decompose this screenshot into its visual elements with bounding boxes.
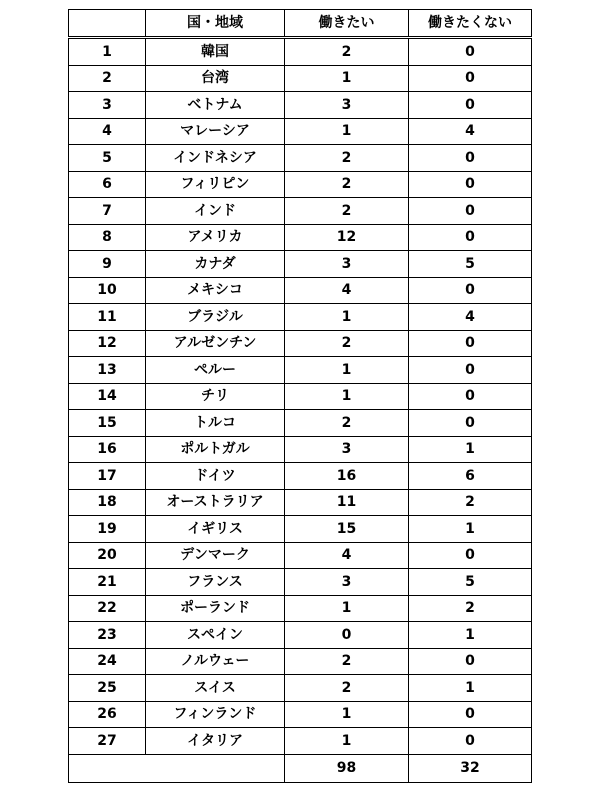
row-number: 17 xyxy=(69,463,146,490)
table-row xyxy=(69,463,532,490)
row-number: 1 xyxy=(69,38,146,66)
table-row xyxy=(69,728,532,755)
table-row xyxy=(69,383,532,410)
row-not-want-to-work: 0 xyxy=(409,65,532,92)
row-want-to-work: 2 xyxy=(285,410,409,437)
row-number: 10 xyxy=(69,277,146,304)
country-preference-table xyxy=(68,9,532,783)
row-country: スイス xyxy=(146,675,285,702)
row-country: ポルトガル xyxy=(146,436,285,463)
row-not-want-to-work: 4 xyxy=(409,118,532,145)
row-country: アメリカ xyxy=(146,224,285,251)
row-number: 16 xyxy=(69,436,146,463)
row-number: 23 xyxy=(69,622,146,649)
row-country: デンマーク xyxy=(146,542,285,569)
row-want-to-work: 12 xyxy=(285,224,409,251)
row-not-want-to-work: 0 xyxy=(409,277,532,304)
table-row xyxy=(69,569,532,596)
row-not-want-to-work: 0 xyxy=(409,701,532,728)
row-country: メキシコ xyxy=(146,277,285,304)
row-country: チリ xyxy=(146,383,285,410)
table-row xyxy=(69,65,532,92)
row-country: ノルウェー xyxy=(146,648,285,675)
row-number: 25 xyxy=(69,675,146,702)
row-want-to-work: 4 xyxy=(285,542,409,569)
row-number: 27 xyxy=(69,728,146,755)
row-not-want-to-work: 5 xyxy=(409,569,532,596)
row-want-to-work: 4 xyxy=(285,277,409,304)
table-row xyxy=(69,357,532,384)
row-number: 24 xyxy=(69,648,146,675)
row-number: 2 xyxy=(69,65,146,92)
row-country: ドイツ xyxy=(146,463,285,490)
row-not-want-to-work: 0 xyxy=(409,330,532,357)
table-row xyxy=(69,595,532,622)
row-want-to-work: 2 xyxy=(285,198,409,225)
table-row xyxy=(69,145,532,172)
table-row xyxy=(69,622,532,649)
row-not-want-to-work: 1 xyxy=(409,436,532,463)
row-country: カナダ xyxy=(146,251,285,278)
row-not-want-to-work: 0 xyxy=(409,224,532,251)
row-number: 3 xyxy=(69,92,146,119)
row-not-want-to-work: 0 xyxy=(409,92,532,119)
row-want-to-work: 0 xyxy=(285,622,409,649)
row-not-want-to-work: 0 xyxy=(409,383,532,410)
row-not-want-to-work: 2 xyxy=(409,595,532,622)
row-number: 8 xyxy=(69,224,146,251)
table-row xyxy=(69,489,532,516)
row-want-to-work: 11 xyxy=(285,489,409,516)
row-number: 21 xyxy=(69,569,146,596)
row-not-want-to-work: 0 xyxy=(409,410,532,437)
table-row xyxy=(69,277,532,304)
row-country: アルゼンチン xyxy=(146,330,285,357)
row-want-to-work: 2 xyxy=(285,145,409,172)
row-not-want-to-work: 0 xyxy=(409,542,532,569)
row-country: スペイン xyxy=(146,622,285,649)
row-not-want-to-work: 0 xyxy=(409,145,532,172)
table-row xyxy=(69,92,532,119)
table-row xyxy=(69,38,532,66)
row-want-to-work: 16 xyxy=(285,463,409,490)
row-number: 26 xyxy=(69,701,146,728)
row-want-to-work: 1 xyxy=(285,65,409,92)
row-number: 14 xyxy=(69,383,146,410)
row-country: インドネシア xyxy=(146,145,285,172)
table-row xyxy=(69,516,532,543)
table-row xyxy=(69,330,532,357)
row-want-to-work: 2 xyxy=(285,330,409,357)
row-want-to-work: 3 xyxy=(285,569,409,596)
row-want-to-work: 2 xyxy=(285,171,409,198)
row-not-want-to-work: 5 xyxy=(409,251,532,278)
row-country: イタリア xyxy=(146,728,285,755)
table-row xyxy=(69,171,532,198)
row-number: 4 xyxy=(69,118,146,145)
row-not-want-to-work: 0 xyxy=(409,728,532,755)
row-not-want-to-work: 6 xyxy=(409,463,532,490)
row-want-to-work: 1 xyxy=(285,304,409,331)
row-not-want-to-work: 0 xyxy=(409,357,532,384)
row-not-want-to-work: 0 xyxy=(409,198,532,225)
row-want-to-work: 1 xyxy=(285,728,409,755)
row-want-to-work: 2 xyxy=(285,648,409,675)
table-row xyxy=(69,701,532,728)
header-index xyxy=(69,10,146,38)
table-body xyxy=(69,38,532,755)
totals-label xyxy=(69,754,285,782)
table-row xyxy=(69,436,532,463)
row-number: 19 xyxy=(69,516,146,543)
row-country: 台湾 xyxy=(146,65,285,92)
row-country: オーストラリア xyxy=(146,489,285,516)
row-number: 18 xyxy=(69,489,146,516)
row-country: ペルー xyxy=(146,357,285,384)
table-row xyxy=(69,198,532,225)
table-row xyxy=(69,675,532,702)
row-country: インド xyxy=(146,198,285,225)
row-want-to-work: 3 xyxy=(285,92,409,119)
row-number: 22 xyxy=(69,595,146,622)
table-header xyxy=(69,10,532,38)
table-row xyxy=(69,648,532,675)
row-number: 12 xyxy=(69,330,146,357)
row-not-want-to-work: 1 xyxy=(409,516,532,543)
row-not-want-to-work: 2 xyxy=(409,489,532,516)
row-not-want-to-work: 1 xyxy=(409,675,532,702)
total-not-want-to-work: 32 xyxy=(409,754,532,782)
row-country: マレーシア xyxy=(146,118,285,145)
row-want-to-work: 2 xyxy=(285,675,409,702)
table-row xyxy=(69,224,532,251)
header-row xyxy=(69,10,532,38)
row-country: フランス xyxy=(146,569,285,596)
row-want-to-work: 2 xyxy=(285,38,409,66)
row-want-to-work: 15 xyxy=(285,516,409,543)
row-country: ベトナム xyxy=(146,92,285,119)
row-country: 韓国 xyxy=(146,38,285,66)
table-row xyxy=(69,304,532,331)
row-want-to-work: 3 xyxy=(285,251,409,278)
row-country: フィリピン xyxy=(146,171,285,198)
table-row xyxy=(69,118,532,145)
header-country: 国・地域 xyxy=(146,10,285,38)
row-not-want-to-work: 0 xyxy=(409,648,532,675)
row-not-want-to-work: 4 xyxy=(409,304,532,331)
row-want-to-work: 1 xyxy=(285,595,409,622)
row-want-to-work: 1 xyxy=(285,383,409,410)
header-want-to-work: 働きたい xyxy=(285,10,409,38)
table-row xyxy=(69,251,532,278)
row-country: トルコ xyxy=(146,410,285,437)
row-number: 9 xyxy=(69,251,146,278)
row-not-want-to-work: 0 xyxy=(409,38,532,66)
table-row xyxy=(69,542,532,569)
row-want-to-work: 1 xyxy=(285,118,409,145)
row-not-want-to-work: 1 xyxy=(409,622,532,649)
row-number: 13 xyxy=(69,357,146,384)
totals-row xyxy=(69,754,532,782)
row-want-to-work: 1 xyxy=(285,701,409,728)
row-number: 15 xyxy=(69,410,146,437)
total-want-to-work: 98 xyxy=(285,754,409,782)
row-country: フィンランド xyxy=(146,701,285,728)
table-footer xyxy=(69,754,532,782)
row-not-want-to-work: 0 xyxy=(409,171,532,198)
row-number: 11 xyxy=(69,304,146,331)
row-number: 5 xyxy=(69,145,146,172)
row-country: イギリス xyxy=(146,516,285,543)
row-country: ポーランド xyxy=(146,595,285,622)
row-number: 7 xyxy=(69,198,146,225)
table-row xyxy=(69,410,532,437)
row-country: ブラジル xyxy=(146,304,285,331)
header-not-want-to-work: 働きたくない xyxy=(409,10,532,38)
row-want-to-work: 3 xyxy=(285,436,409,463)
row-number: 6 xyxy=(69,171,146,198)
row-number: 20 xyxy=(69,542,146,569)
row-want-to-work: 1 xyxy=(285,357,409,384)
